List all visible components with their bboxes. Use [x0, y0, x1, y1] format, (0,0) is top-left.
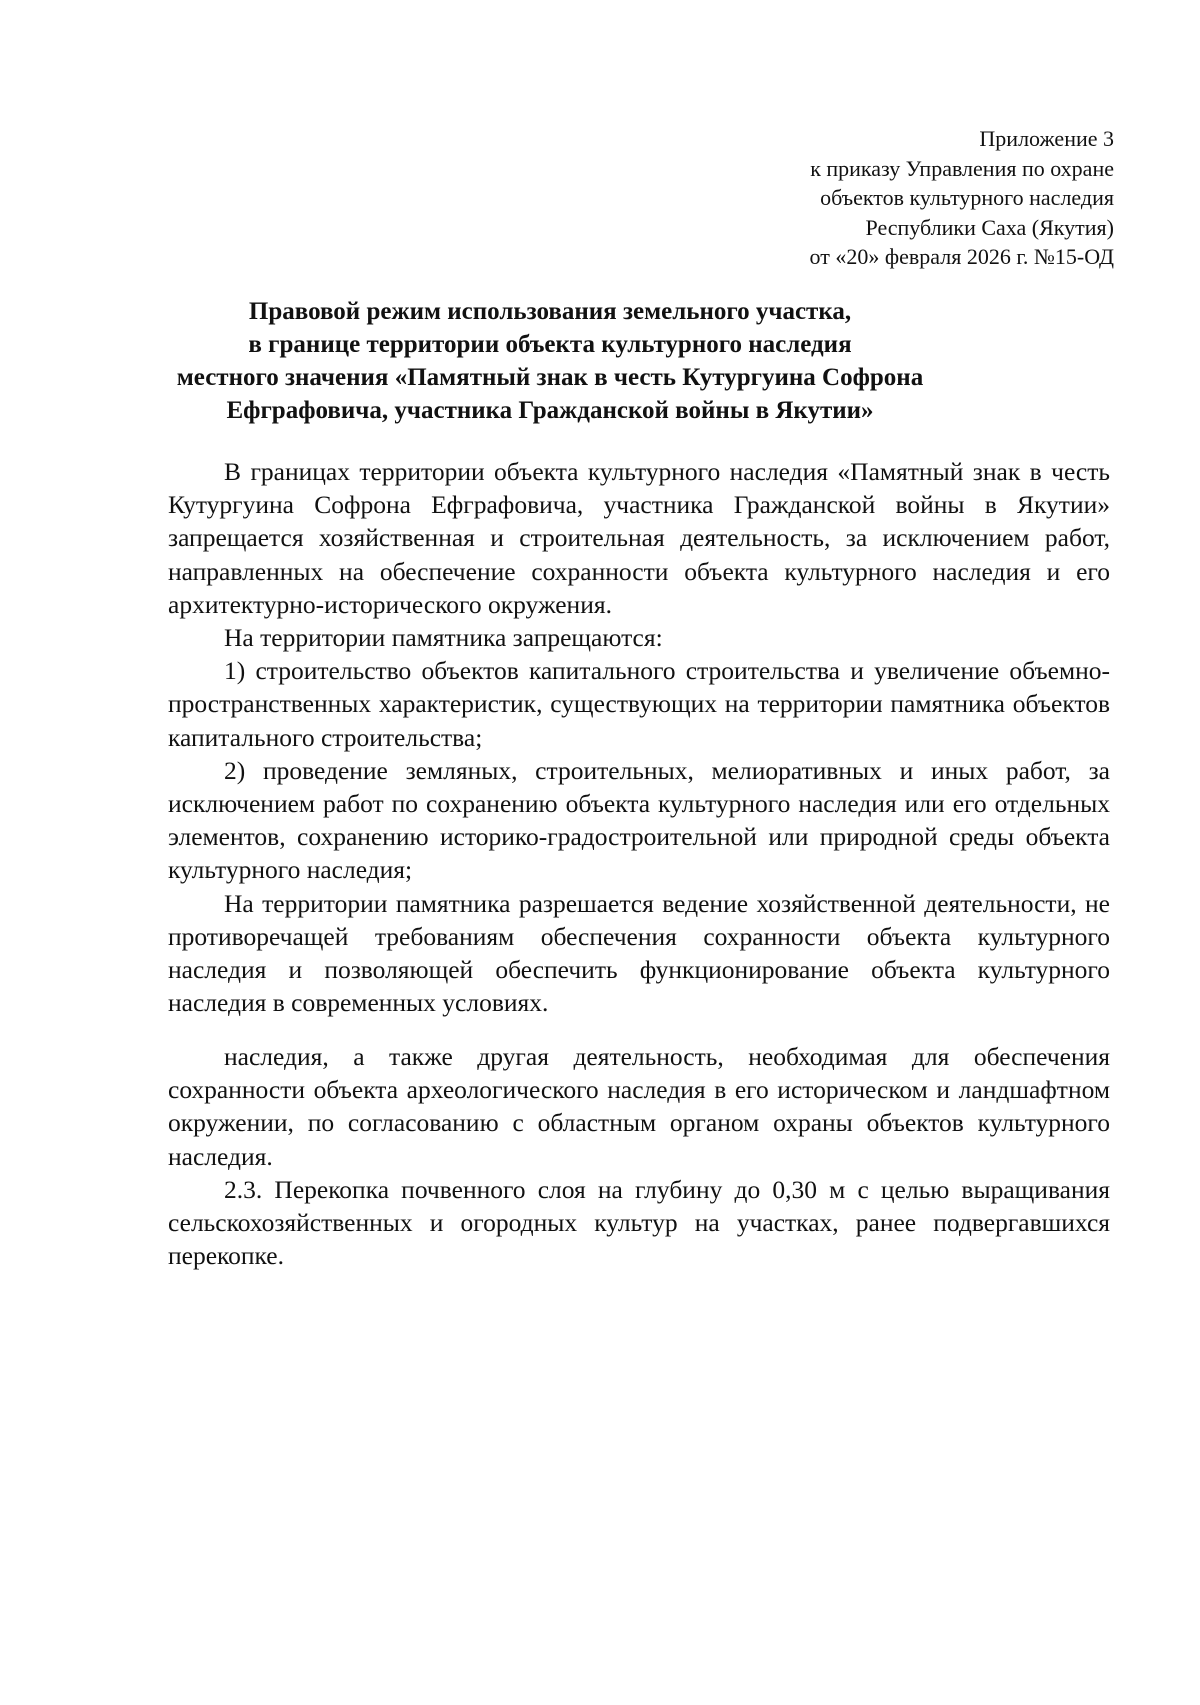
paragraph-2-3: 2.3. Перекопка почвенного слоя на глубину до 0,30 м с целью выращивания сельскохозяйственных и огородных культур на участках, ранее подвергавшихся перекопке.	[168, 1174, 1110, 1271]
paragraph-permitted: На территории памятника разрешается ведение хозяйственной деятельности, не противоречащей требованиям обеспечения сохранности объекта культурного наследия и позволяющей обеспечить функционирование объекта культурного наследия в современных условиях.	[168, 888, 1110, 1018]
list-item-1: 1) строительство объектов капитального строительства и увеличение объемно-пространственных характеристик, существующих на территории памятника объектов капитального строительства;	[168, 656, 1110, 752]
paragraph-prohibited-intro: На территории памятника запрещаются:	[224, 623, 663, 653]
annex-order-date: от «20» февраля 2026 г. №15-ОД	[809, 244, 1114, 269]
paragraph-boundaries: В границах территории объекта культурного наследия «Памятный знак в честь Кутургуина Софрона Ефграфовича, участника Гражданской войны в Якутии» запрещается хозяйственная и строительная деятельность, за исключением работ, направленных на обеспечение сохранности объекта культурного наследия и его архитектурно-исторического окружения.	[168, 457, 1110, 619]
title-line-4: Ефграфовича, участника Гражданской войны в Якутии»	[226, 397, 874, 424]
list-item-2: 2) проведение земляных, строительных, мелиоративных и иных работ, за исключением работ по сохранению объекта культурного наследия или его отдельных элементов, сохранению историко-градостроительной или природной среды объекта культурного наследия;	[168, 755, 1110, 885]
paragraph-other-activity: наследия, а также другая деятельность, необходимая для обеспечения сохранности объекта археологического наследия в его историческом и ландшафтном окружении, по согласованию с областным органом охраны объектов культурного наследия.	[168, 1042, 1110, 1171]
annex-number: Приложение 3	[979, 126, 1114, 151]
document-title	[150, 295, 950, 427]
body-block-main	[168, 455, 1110, 1019]
body-block-continued	[168, 1040, 1110, 1272]
annex-order-ref: к приказу Управления по охране	[810, 155, 1114, 181]
annex-republic: Республики Саха (Якутия)	[865, 214, 1114, 240]
annex-department: объектов культурного наследия	[820, 185, 1114, 210]
title-line-3: местного значения «Памятный знак в честь Кутургуина Софрона	[176, 364, 924, 391]
title-line-2: в границе территории объекта культурного наследия	[248, 331, 852, 358]
annex-header	[810, 124, 1114, 272]
title-line-1: Правовой режим использования земельного участка,	[248, 298, 852, 325]
